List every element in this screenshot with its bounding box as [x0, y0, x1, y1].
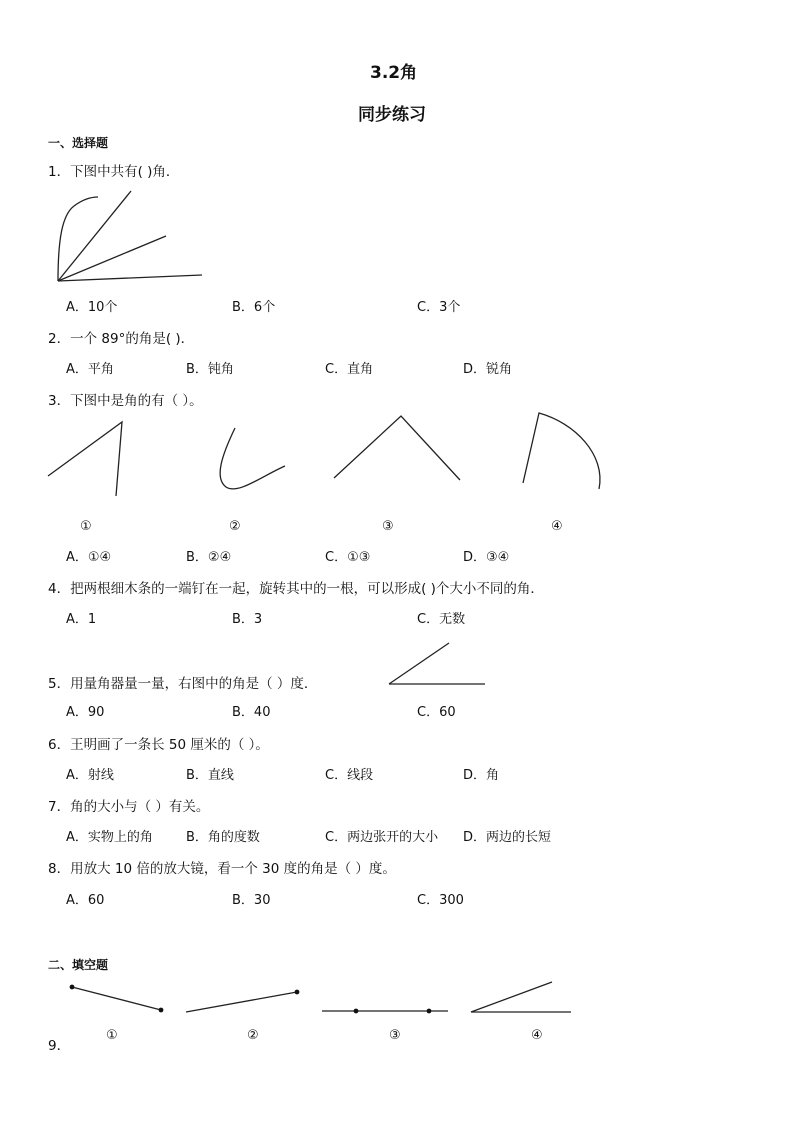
q8-option-b[interactable]: B．30 — [232, 893, 271, 908]
q4-option-c[interactable]: C．无数 — [417, 612, 466, 627]
q7-option-a[interactable]: A．实物上的角 — [66, 830, 153, 845]
q3-option-d[interactable]: D．③④ — [463, 550, 510, 565]
q1-option-b[interactable]: B．6个 — [232, 300, 276, 315]
question-number: 4． — [48, 581, 71, 597]
q2-option-a[interactable]: A．平角 — [66, 362, 114, 377]
q3-figure-label-1: ① — [80, 519, 92, 534]
q2-option-c[interactable]: C．直角 — [325, 362, 374, 377]
q5-option-b[interactable]: B．40 — [232, 705, 271, 720]
q5-option-c[interactable]: C．60 — [417, 705, 456, 720]
question-9-number: 9． — [48, 1038, 71, 1054]
page-subtitle: 同步练习 — [358, 105, 426, 125]
question-text: 一个 89°的角是( )． — [70, 331, 195, 347]
page-title: 3.2角 — [370, 63, 418, 83]
q4-option-b[interactable]: B．3 — [232, 612, 263, 627]
q4-option-a[interactable]: A．1 — [66, 612, 97, 627]
question-text: 把两根细木条的一端钉在一起，旋转其中的一根，可以形成( )个大小不同的角． — [70, 581, 544, 597]
q2-option-b[interactable]: B．钝角 — [186, 362, 234, 377]
q9-figure-label-1: ① — [106, 1028, 118, 1043]
q9-figure-label-4: ④ — [531, 1028, 543, 1043]
q9-figure-label-3: ③ — [389, 1028, 401, 1043]
q9-figure-2-ray — [186, 990, 299, 1012]
question-number: 2． — [48, 331, 71, 347]
q1-option-c[interactable]: C．3个 — [417, 300, 461, 315]
question-text: 用放大 10 倍的放大镜，看一个 30 度的角是（ ）度。 — [70, 861, 396, 877]
q3-figure-label-4: ④ — [551, 519, 563, 534]
q5-option-a[interactable]: A．90 — [66, 705, 105, 720]
question-number: 1． — [48, 164, 71, 180]
q8-option-c[interactable]: C．300 — [417, 893, 464, 908]
question-text: 用量角器量一量，右图中的角是（ ）度． — [70, 676, 318, 692]
q9-figure-3-line — [322, 1009, 448, 1014]
q3-figure-label-3: ③ — [382, 519, 394, 534]
q1-option-a[interactable]: A．10个 — [66, 300, 118, 315]
q3-figure-label-2: ② — [229, 519, 241, 534]
q9-figure-4-angle — [471, 982, 571, 1012]
q9-figure-label-2: ② — [247, 1028, 259, 1043]
question-number: 3． — [48, 393, 71, 409]
q7-option-c[interactable]: C．两边张开的大小 — [325, 830, 439, 845]
q8-option-a[interactable]: A．60 — [66, 893, 105, 908]
question-number: 5． — [48, 676, 71, 692]
q7-option-b[interactable]: B．角的度数 — [186, 830, 260, 845]
q9-figure-1-segment — [70, 985, 164, 1013]
q2-option-d[interactable]: D．锐角 — [463, 362, 513, 377]
section-title-fill: 二、填空题 — [48, 958, 109, 972]
question-number: 8． — [48, 861, 71, 877]
question-number: 7． — [48, 799, 71, 815]
q3-option-b[interactable]: B．②④ — [186, 550, 232, 565]
question-number: 6． — [48, 737, 71, 753]
q6-option-b[interactable]: B．直线 — [186, 768, 234, 783]
question-text: 下图中共有( )角． — [70, 164, 180, 180]
section-title-choice: 一、选择题 — [48, 136, 109, 150]
q3-option-a[interactable]: A．①④ — [66, 550, 112, 565]
q3-option-c[interactable]: C．①③ — [325, 550, 371, 565]
question-text: 角的大小与（ ）有关。 — [70, 799, 210, 815]
question-text: 下图中是角的有（ ）。 — [70, 393, 203, 409]
question-text: 王明画了一条长 50 厘米的（ ）。 — [70, 737, 269, 753]
q6-option-a[interactable]: A．射线 — [66, 768, 114, 783]
q6-option-d[interactable]: D．角 — [463, 768, 500, 783]
q6-option-c[interactable]: C．线段 — [325, 768, 374, 783]
q7-option-d[interactable]: D．两边的长短 — [463, 830, 552, 845]
